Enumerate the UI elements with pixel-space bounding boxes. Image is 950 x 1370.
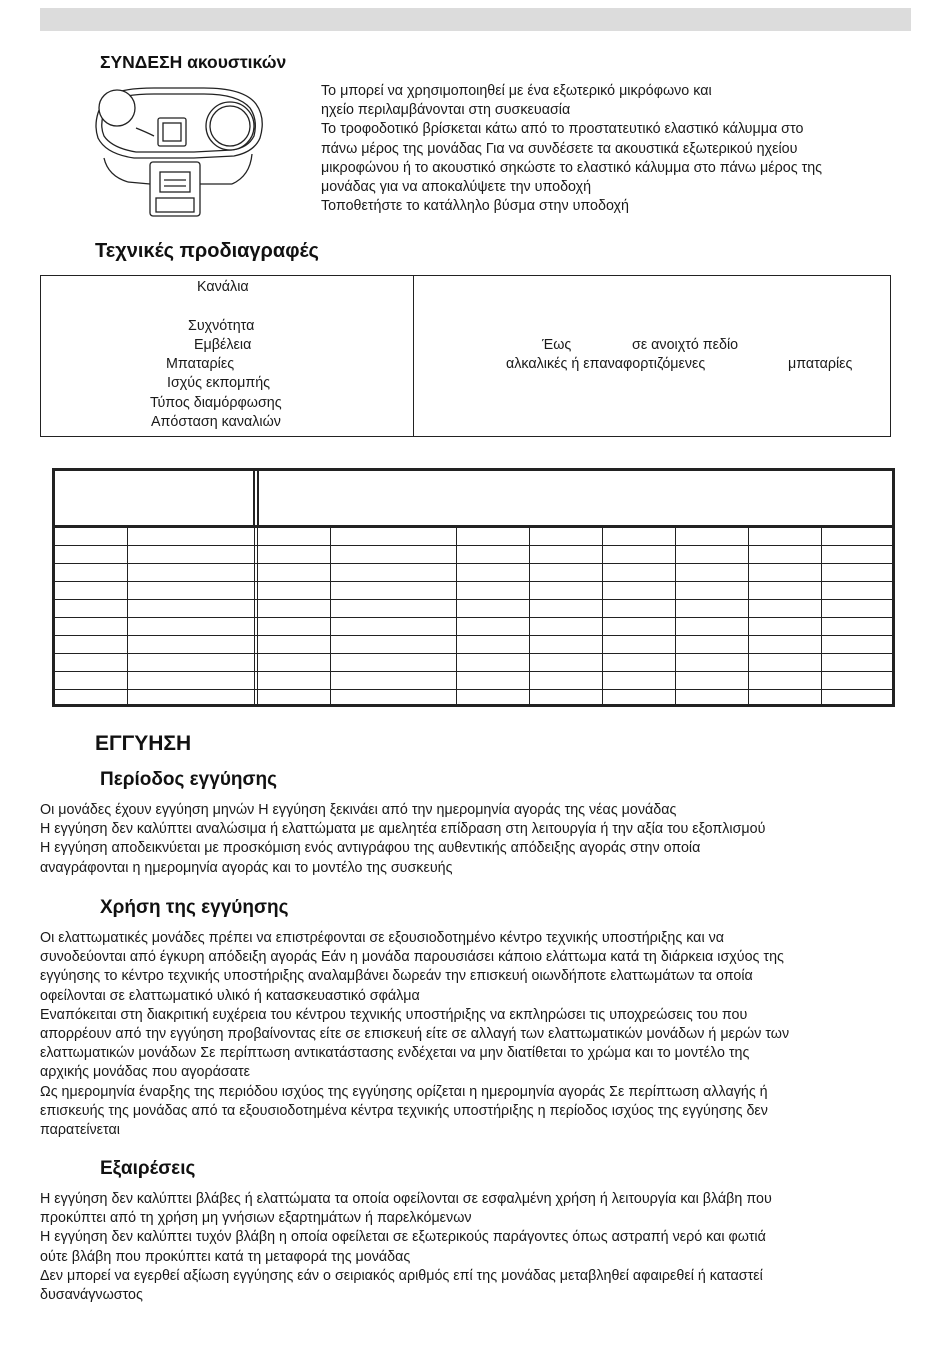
text-line: μονάδας για να αποκαλύψετε την υποδοχή	[321, 178, 592, 195]
text-line: συνοδεύονται από έγκυρη απόδειξη αγοράς Εάν η μονάδα παρουσιάσει κάποιο ελάττωμα κατά τη διάρκεια ισχύος της	[40, 949, 784, 966]
table-column-line	[330, 527, 331, 704]
connection-title: ΣΥΝΔΕΣΗ ακουστικών	[100, 52, 287, 72]
text-line: Τοποθετήστε το κατάλληλο βύσμα στην υποδοχή	[321, 198, 629, 215]
text-line: Εναπόκειται στη διακριτική ευχέρεια του κέντρου τεχνικής υποστήριξης να εκπληρώσει τις υποχρεώσεις του που	[40, 1006, 748, 1023]
warranty-title: ΕΓΓΥΗΣΗ	[95, 732, 192, 755]
headset-connector-illustration	[84, 80, 274, 220]
warranty-exclusions-title: Εξαιρέσεις	[100, 1158, 196, 1179]
warranty-period-text	[40, 801, 765, 878]
table-row-line	[55, 617, 892, 618]
table-column-line	[675, 527, 676, 704]
text-line: Η εγγύηση αποδεικνύεται με προσκόμιση ενός αντιγράφου της αυθεντικής απόδειξης αγοράς στην οποία	[40, 840, 701, 857]
spec-label-batteries: Μπαταρίες	[166, 356, 235, 372]
spec-value-range-prefix: Έως	[542, 337, 572, 353]
warranty-period-title: Περίοδος εγγύησης	[100, 769, 277, 790]
table-row-line	[55, 671, 892, 672]
spec-label-channels: Κανάλια	[197, 279, 249, 295]
text-line: παρατείνεται	[40, 1121, 120, 1138]
text-line: Η εγγύηση δεν καλύπτει αναλώσιμα ή ελαττώματα με αμελητέα επίδραση στη λειτουργία ή την αξία του εξοπλισμού	[40, 821, 766, 838]
header-bar	[40, 8, 911, 31]
warranty-use-text	[40, 929, 789, 1140]
text-line: αναγράφονται η ημερομηνία αγοράς και το μοντέλο της συσκευής	[40, 859, 453, 876]
text-line: αρχικής μονάδας που αγοράσατε	[40, 1064, 251, 1081]
text-line: Ως ημερομηνία έναρξης της περιόδου ισχύος της εγγύησης ορίζεται η ημερομηνία αγοράς Σε περίπτωση αλλαγής ή	[40, 1083, 768, 1100]
warranty-exclusions-text	[40, 1190, 772, 1305]
table-row-line	[55, 581, 892, 582]
table-row-line	[55, 563, 892, 564]
text-line: απορρέουν από την εγγύηση προβαίνοντας είτε σε επισκευή είτε σε αλλαγή των ελαττωματικών μονάδων ή μερών των	[40, 1025, 790, 1042]
spec-label-modulation: Τύπος διαμόρφωσης	[150, 395, 282, 411]
text-line: ελαττωματικών μονάδων Σε περίπτωση αντικατάστασης ενδέχεται να μην διατίθεται το χρώμα και το μοντέλο της	[40, 1045, 750, 1062]
specs-title: Τεχνικές προδιαγραφές	[95, 240, 319, 262]
table-column-line	[254, 527, 255, 704]
header-column-divider	[253, 471, 255, 527]
text-line: δυσανάγνωστος	[40, 1286, 143, 1303]
connection-text	[321, 82, 822, 216]
text-line: Το μπορεί να χρησιμοποιηθεί με ένα εξωτερικό μικρόφωνο και	[321, 83, 712, 99]
table-column-line	[529, 527, 530, 704]
table-column-line	[748, 527, 749, 704]
text-line: Δεν μπορεί να εγερθεί αξίωση εγγύησης εάν ο σειριακός αριθμός επί της μονάδας μεταβληθεί αφαιρεθεί ή καταστεί	[40, 1267, 763, 1284]
warranty-use-title: Χρήση της εγγύησης	[100, 897, 289, 918]
channel-frequency-table	[52, 468, 895, 707]
table-header-separator	[55, 525, 892, 528]
spec-value-range-suffix: σε ανοιχτό πεδίο	[632, 337, 739, 353]
table-column-line	[127, 527, 128, 704]
text-line: Η εγγύηση δεν καλύπτει βλάβες ή ελαττώματα τα οποία οφείλονται σε εσφαλμένη χρήση ή λειτουργία και βλάβη που	[40, 1191, 772, 1207]
text-line: μικροφώνου ή το ακουστικό σηκώστε το ελαστικό κάλυμμα στο πάνω μέρος της	[321, 159, 823, 176]
text-line: εγγύησης το κέντρο τεχνικής υποστήριξης αναλαμβάνει δωρεάν την επισκευή οιωνδήποτε ελαττωμάτων τα οποία	[40, 968, 753, 985]
header-column-divider	[257, 471, 259, 527]
text-line: επισκευής της μονάδας από τα εξουσιοδοτημένα κέντρα τεχνικής υποστήριξης η περίοδος ισχύος της εγγύησης δεν	[40, 1102, 768, 1119]
spec-label-range: Εμβέλεια	[194, 337, 252, 353]
table-row-line	[55, 689, 892, 690]
text-line: Οι ελαττωματικές μονάδες πρέπει να επιστρέφονται σε εξουσιοδοτημένο κέντρο τεχνικής υποστήριξης και να	[40, 930, 725, 946]
table-column-line	[821, 527, 822, 704]
table-column-line	[602, 527, 603, 704]
text-line: προκύπτει από τη χρήση μη γνήσιων εξαρτημάτων ή παρελκόμενων	[40, 1210, 472, 1227]
table-row-line	[55, 635, 892, 636]
table-row-line	[55, 653, 892, 654]
spec-value-batteries-type: αλκαλικές ή επαναφορτιζόμενες	[506, 356, 706, 372]
spec-label-power: Ισχύς εκπομπής	[167, 375, 271, 391]
text-line: Οι μονάδες έχουν εγγύηση μηνών Η εγγύηση ξεκινάει από την ημερομηνία αγοράς της νέας μονάδας	[40, 802, 677, 818]
text-line: οφείλονται σε ελαττωματικό υλικό ή κατασκευαστικό σφάλμα	[40, 987, 420, 1004]
text-line: πάνω μέρος της μονάδας Για να συνδέσετε τα ακουστικά εξωτερικού ηχείου	[321, 140, 798, 157]
table-column-line	[257, 527, 258, 704]
spec-label-frequency: Συχνότητα	[188, 318, 255, 334]
spec-table	[40, 275, 891, 437]
table-row-line	[55, 545, 892, 546]
text-line: Το τροφοδοτικό βρίσκεται κάτω από το προστατευτικό ελαστικό κάλυμμα στο	[321, 121, 804, 138]
spec-divider	[413, 276, 414, 436]
spec-label-spacing: Απόσταση καναλιών	[151, 414, 281, 430]
table-column-line	[456, 527, 457, 704]
text-line: Η εγγύηση δεν καλύπτει τυχόν βλάβη η οποία οφείλεται σε εξωτερικούς παράγοντες όπως αστραπή νερό και φωτιά	[40, 1229, 766, 1246]
spec-value-batteries-word: μπαταρίες	[788, 356, 853, 372]
table-row-line	[55, 599, 892, 600]
text-line: ηχείο περιλαμβάνονται στη συσκευασία	[321, 102, 571, 119]
text-line: ούτε βλάβη που προκύπτει κατά τη μεταφορά της μονάδας	[40, 1248, 411, 1265]
